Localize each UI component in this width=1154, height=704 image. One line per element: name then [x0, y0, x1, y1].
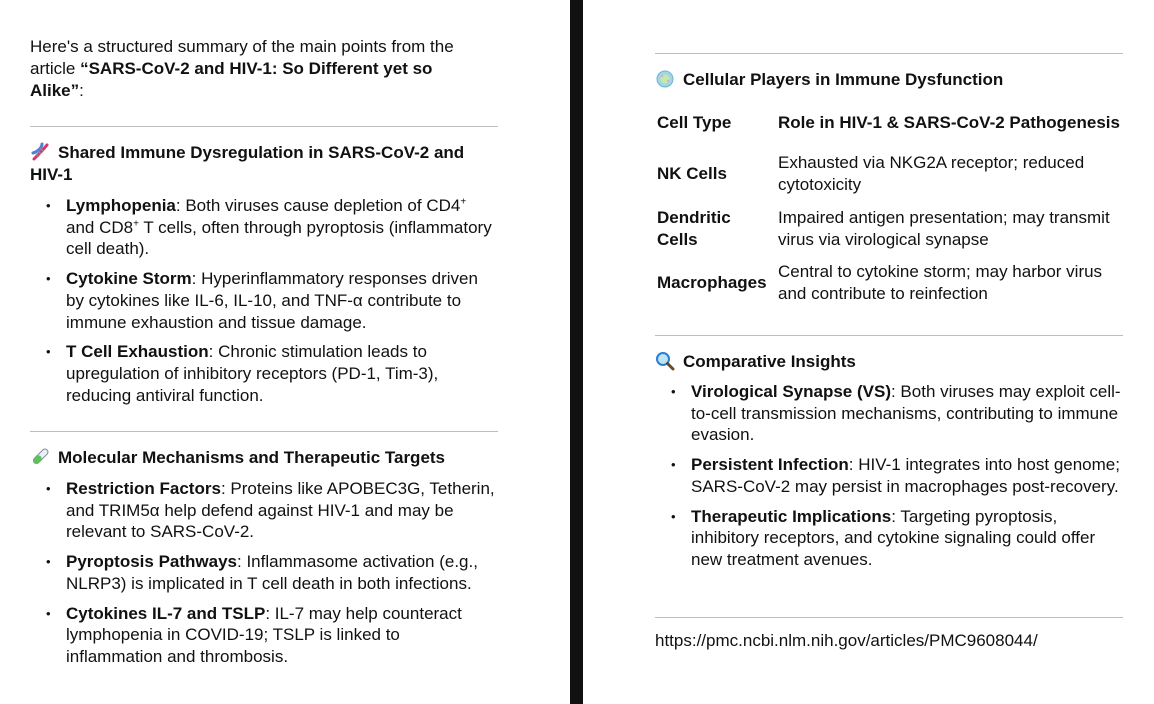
bullet-list — [30, 478, 498, 676]
item-text: : Inflammasome activation (e.g., NLRP3) is implicated in T cell death in both infections. — [66, 552, 478, 593]
table-header-row — [655, 100, 1125, 146]
table-cell: Macrophages — [657, 273, 767, 292]
item-term: Pyroptosis Pathways — [66, 552, 238, 572]
table-cell: Impaired antigen presentation; may transmit virus via virological synapse — [778, 207, 1110, 249]
item-term: Restriction Factors — [66, 479, 221, 498]
list-item — [30, 551, 498, 594]
section-heading — [655, 351, 1123, 373]
item-term: Virological Synapse (VS) — [691, 382, 891, 401]
table-cell: Dendritic Cells — [657, 207, 731, 249]
column-divider — [570, 0, 583, 704]
section-heading-text: Comparative Insights — [683, 352, 856, 371]
superscript: + — [460, 196, 467, 208]
superscript: + — [133, 218, 139, 230]
list-item — [30, 603, 498, 668]
section-heading — [30, 447, 498, 469]
item-term: Cytokines IL-7 and TSLP — [66, 603, 266, 623]
test-tube-icon — [30, 447, 50, 467]
bullet-list — [30, 195, 498, 414]
table-header-cell: Cell Type — [657, 113, 732, 132]
item-text: : HIV-1 integrates into host genome; SARS-CoV-2 may persist in macrophages post-recovery. — [691, 455, 1120, 496]
divider-line — [655, 617, 1123, 618]
section-heading-text: Cellular Players in Immune Dysfunction — [683, 70, 1004, 89]
bullet-list — [655, 381, 1123, 579]
item-text: : Chronic stimulation leads to upregulation of inhibitory receptors (PD-1, Tim-3), reducing antiviral function. — [66, 342, 439, 405]
item-term: Cytokine Storm — [66, 269, 192, 289]
list-item — [655, 381, 1123, 446]
section-heading — [655, 69, 1123, 91]
item-term: Lymphopenia — [66, 196, 176, 215]
item-term: T Cell Exhaustion — [66, 342, 209, 362]
list-item — [30, 478, 498, 543]
divider-line — [30, 126, 498, 127]
source-url: https://pmc.ncbi.nlm.nih.gov/articles/PMC9608044/ — [655, 631, 1038, 650]
section-heading-text: Molecular Mechanisms and Therapeutic Targets — [58, 448, 446, 467]
intro-suffix: : — [79, 81, 84, 100]
list-item — [655, 454, 1123, 497]
intro-text: Here's a structured summary of the main points from the article — [30, 37, 454, 78]
list-item — [30, 195, 498, 260]
item-text: : Targeting pyroptosis, inhibitory receptors, and cytokine signaling could offer new treatment avenues. — [691, 506, 1096, 569]
item-text: : Both viruses may exploit cell-to-cell transmission mechanisms, contributing to immune evasion. — [691, 382, 1121, 445]
item-text: : Proteins like APOBEC3G, Tetherin, and TRIM5α help defend against HIV-1 and may be relevant to SARS-CoV-2. — [66, 479, 495, 542]
section-heading-text: Shared Immune Dysregulation in SARS-CoV-2 and HIV-1 — [30, 143, 465, 184]
table-row — [655, 256, 1125, 310]
magnifier-icon — [655, 351, 675, 371]
table-cell: NK Cells — [657, 163, 727, 183]
item-term: Persistent Infection — [691, 455, 849, 475]
item-text: : IL-7 may help counteract lymphopenia in COVID-19; TSLP is linked to inflammation and thrombosis. — [66, 603, 462, 666]
divider-line — [655, 335, 1123, 336]
list-item — [30, 268, 498, 333]
item-text: and CD8 — [66, 217, 134, 237]
intro-paragraph — [30, 36, 490, 102]
table-cell: Central to cytokine storm; may harbor virus and contribute to reinfection — [778, 262, 1103, 303]
microbe-icon — [655, 69, 675, 89]
table-row — [655, 201, 1125, 256]
item-text: T cells, often through pyroptosis (inflammatory cell death). — [66, 217, 492, 259]
table-cell: Exhausted via NKG2A receptor; reduced cytotoxicity — [778, 152, 1085, 194]
divider-line — [30, 431, 498, 432]
list-item — [655, 506, 1123, 571]
cell-type-table — [655, 100, 1125, 310]
dna-icon — [30, 142, 50, 162]
item-term: Therapeutic Implications — [691, 506, 892, 526]
table-row — [655, 146, 1125, 201]
divider-line — [655, 53, 1123, 54]
table-header-cell: Role in HIV-1 & SARS-CoV-2 Pathogenesis — [778, 113, 1120, 132]
item-text: : Hyperinflammatory responses driven by cytokines like IL-6, IL-10, and TNF-α contribute to immune exhaustion and tissue damage. — [66, 269, 478, 332]
section-heading — [30, 142, 498, 186]
article-title: “SARS-CoV-2 and HIV-1: So Different yet so Alike” — [30, 59, 433, 100]
item-text: : Both viruses cause depletion of CD4 — [175, 196, 461, 215]
list-item — [30, 341, 498, 406]
